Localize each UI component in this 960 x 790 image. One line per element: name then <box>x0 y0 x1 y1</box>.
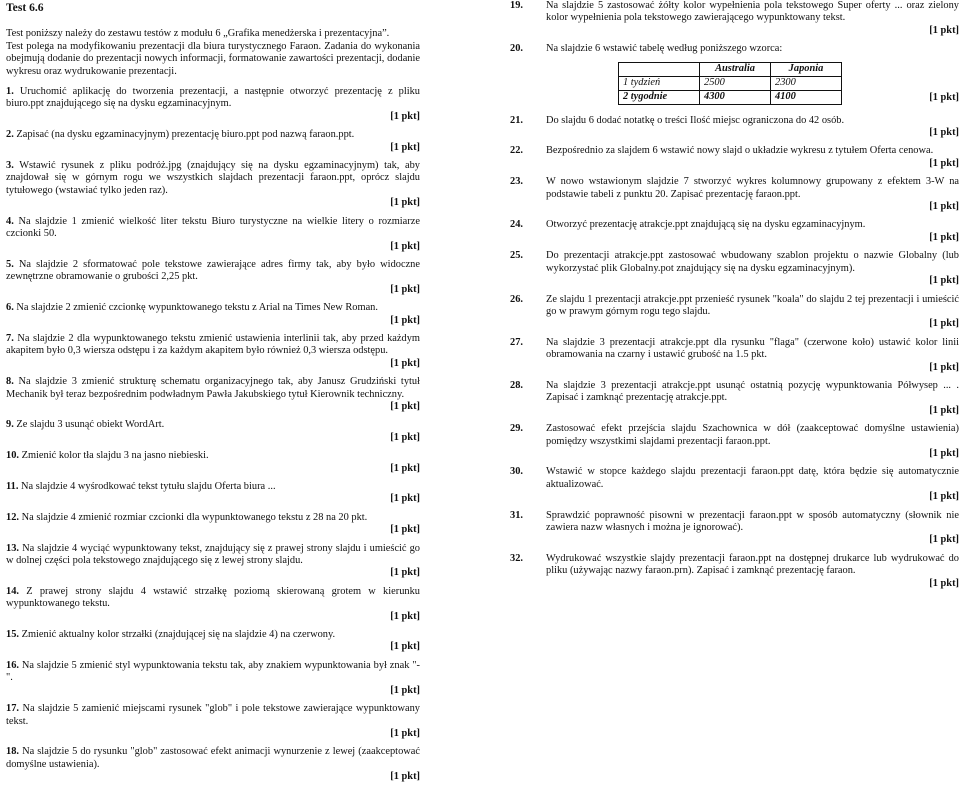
task-text: Na slajdzie 3 zmienić strukturę schematu organizacyjnego tak, aby Janusz Grudziński tytuł Mechanik był teraz bezpośrednim podwładnym Pawła Jakubskiego tytuł Kierownik techniczny. <box>6 376 420 400</box>
points-label: [1 pkt] <box>390 641 420 653</box>
table-row <box>619 90 842 104</box>
task-number: 14. <box>6 585 19 597</box>
task-item <box>6 302 420 327</box>
points-label: [1 pkt] <box>390 314 420 326</box>
table-header-cell: Australia <box>700 62 771 76</box>
task-number: 27. <box>510 336 523 348</box>
task-item <box>510 510 959 547</box>
task-text: Wydrukować wszystkie slajdy prezentacji faraon.ppt na dostępnej drukarce lub wydrukować do pliku (używając nazwy faraon.prn). Zapisać i zamknąć prezentację faraon. <box>546 552 959 577</box>
task-number: 20. <box>510 43 523 55</box>
task-number: 8. <box>6 376 14 388</box>
points-label: [1 pkt] <box>390 357 420 369</box>
task-item <box>510 115 959 140</box>
task-item <box>6 660 420 697</box>
table-row <box>619 76 842 90</box>
task-text: Na slajdzie 6 wstawić tabelę według poniższego wzorca: <box>546 43 783 55</box>
task-text: Ze slajdu 3 usunąć obiekt WordArt. <box>16 419 165 431</box>
table-header-row <box>619 62 842 76</box>
table-row-label: 1 tydzień <box>619 76 700 90</box>
points-label: [1 pkt] <box>390 524 420 536</box>
task-text: Na slajdzie 5 zastosować żółty kolor wypełnienia pola tekstowego Super oferty ... oraz zielony kolor wypełnienia pola tekstowego zawierającego wypunktowany tekst. <box>546 0 959 24</box>
task-text: Na slajdzie 3 prezentacji atrakcje.ppt dla rysunku "flaga" (czerwone koło) ustawić kolor linii obramowania na czarny i ustawić grubość na 1.5 pkt. <box>546 336 959 361</box>
task-text: Otworzyć prezentację atrakcje.ppt znajdującą się na dysku egzaminacyjnym. <box>546 219 866 231</box>
task-number: 17. <box>6 703 19 715</box>
task-number: 9. <box>6 419 14 431</box>
points-label: [1 pkt] <box>390 567 420 579</box>
task-text: Do slajdu 6 dodać notatkę o treści Ilość miejsc ograniczona do 42 osób. <box>546 114 845 126</box>
task-item <box>6 629 420 654</box>
task-item <box>510 0 959 37</box>
points-label: [1 pkt] <box>390 462 420 474</box>
task-text: Na slajdzie 3 prezentacji atrakcje.ppt usunąć ostatnią pozycję wypunktowania Półwysep ... . Zapisać i zamknąć prezentację atrakcje.ppt. <box>546 379 959 404</box>
points-label: [1 pkt] <box>390 400 420 412</box>
task-item <box>510 423 959 460</box>
task-text: Do prezentacji atrakcje.ppt zastosować wbudowany szablon projektu o nazwie Globalny (lub wykorzystać plik Globalny.pot znajdujący się na dysku egzaminacyjnym). <box>546 250 959 274</box>
task-item <box>510 43 959 55</box>
task-number: 2. <box>6 129 14 141</box>
task-text: Na slajdzie 5 zamienić miejscami rysunek "glob" i pole tekstowe zawierające wypunktowany tekst. <box>6 703 420 727</box>
task-number: 22. <box>510 145 523 157</box>
right-column <box>510 0 959 596</box>
task-text: Bezpośrednio za slajdem 6 wstawić nowy slajd o układzie wykresu z tytułem Oferta cenowa. <box>546 145 934 157</box>
task-number: 23. <box>510 176 523 188</box>
task-list-right <box>510 115 959 590</box>
task-text: Wstawić rysunek z pliku podróż.jpg (znajdujący się na dysku egzaminacyjnym) tak, aby znajdował się w górnym rogu we wszystkich slajdach prezentacji faraon.ppt, oprócz slajdu tytułowego (wstawiać tylko jeden raz). <box>6 160 420 196</box>
task-list-left <box>6 86 420 784</box>
task-item <box>510 337 959 374</box>
task-text: Na slajdzie 2 dla wypunktowanego tekstu zmienić ustawienia interlinii tak, aby przed każdym akapitem było 0,3 wiersza odstępu i za każdym akapitem było również 0,3 wiersza odstępu. <box>6 332 420 357</box>
points-label: [1 pkt] <box>390 727 420 739</box>
points-label: [1 pkt] <box>929 127 959 139</box>
task-item <box>510 250 959 287</box>
task-number: 10. <box>6 450 19 462</box>
points-label: [1 pkt] <box>929 534 959 546</box>
task-item <box>510 466 959 503</box>
intro-paragraph-2: Test polega na modyfikowaniu prezentacji dla biura turystycznego Faraon. Zadania do wykonania obejmują dodanie do prezentacji nowych informacji, formatowanie zawartości prezentacji, dodanie wykresu oraz wydrukowanie prezentacji. <box>6 40 420 77</box>
points-label: [1 pkt] <box>929 577 959 589</box>
points-label: [1 pkt] <box>929 361 959 373</box>
task-number: 15. <box>6 629 19 641</box>
task-number: 26. <box>510 293 523 305</box>
task-text: Zmienić aktualny kolor strzałki (znajdującej się na slajdzie 4) na czerwony. <box>21 629 336 641</box>
left-column <box>6 0 420 790</box>
task-number: 7. <box>6 332 14 344</box>
table-row-label: 2 tygodnie <box>619 90 700 104</box>
table-cell: 2300 <box>771 76 842 90</box>
task-text: Zastosować efekt przejścia slajdu Szachownica w dół (zaakceptować domyślne ustawienia) pomiędzy wszystkimi slajdami prezentacji faraon.ppt. <box>546 423 959 447</box>
task-item <box>6 419 420 444</box>
intro <box>6 28 420 78</box>
points-label: [1 pkt] <box>929 318 959 330</box>
points-label: [1 pkt] <box>390 771 420 783</box>
task-item <box>6 86 420 123</box>
task-item <box>6 333 420 370</box>
points-label: [1 pkt] <box>929 447 959 459</box>
points-label: [1 pkt] <box>390 283 420 295</box>
task-text: Wstawić w stopce każdego slajdu prezentacji faraon.ppt datę, która będzie się automatycznie aktualizować. <box>546 466 959 490</box>
task-item <box>6 746 420 783</box>
table-corner-cell <box>619 62 700 76</box>
points-label: [1 pkt] <box>390 240 420 252</box>
task-number: 24. <box>510 219 523 231</box>
task-text: Na slajdzie 5 do rysunku "glob" zastosować efekt animacji wynurzenie z lewej (zaakceptować domyślne ustawienia). <box>6 746 420 770</box>
task-number: 31. <box>510 509 523 521</box>
task-item <box>6 481 420 506</box>
points-label: [1 pkt] <box>390 431 420 443</box>
task-number: 18. <box>6 746 19 758</box>
task-text: Ze slajdu 1 prezentacji atrakcje.ppt przenieść rysunek "koala" do slajdu 2 tej prezentacji i umieścić go w prawym górnym rogu tego slajdu. <box>546 293 959 317</box>
table-cell: 2500 <box>700 76 771 90</box>
task-number: 16. <box>6 659 19 671</box>
task-text: Na slajdzie 2 zmienić czcionkę wypunktowanego tekstu z Arial na Times New Roman. <box>16 302 378 314</box>
table-template <box>510 62 959 105</box>
task-number: 32. <box>510 552 523 564</box>
task-item <box>6 703 420 740</box>
task-item <box>510 176 959 213</box>
task-number: 21. <box>510 114 523 126</box>
task-item <box>510 219 959 244</box>
task-number: 3. <box>6 160 14 172</box>
task-number: 28. <box>510 379 523 391</box>
task-text: Na slajdzie 4 zmienić rozmiar czcionki dla wypunktowanego tekstu z 28 na 20 pkt. <box>21 511 368 523</box>
points-label: [1 pkt] <box>929 275 959 287</box>
points-label: [1 pkt] <box>929 491 959 503</box>
task-text: Z prawej strony slajdu 4 wstawić strzałkę poziomą skierowaną grotem w kierunku wypunktowanego tekstu. <box>6 585 420 610</box>
task-text: W nowo wstawionym slajdzie 7 stworzyć wykres kolumnowy grupowany z efektem 3-W na podstawie tabeli z punktu 20. Zapisać prezentację faraon.ppt. <box>546 176 959 200</box>
points-label: [1 pkt] <box>390 493 420 505</box>
task-text: Na slajdzie 4 wyciąć wypunktowany tekst, znajdujący się z prawej strony slajdu i umieścić go w dolnej części pola tekstowego znajdującego się z lewej strony slajdu. <box>6 542 420 567</box>
page-title: Test 6.6 <box>6 1 44 14</box>
task-item <box>6 512 420 537</box>
task-text: Na slajdzie 1 zmienić wielkość liter tekstu Biuro turystyczne na wielkie litery o rozmiarze czcionki 50. <box>6 215 420 240</box>
task-item <box>6 216 420 253</box>
task-item <box>6 160 420 210</box>
price-table <box>618 62 842 105</box>
points-label: [1 pkt] <box>929 201 959 213</box>
task-item <box>510 553 959 590</box>
task-list-right-top <box>510 0 959 56</box>
task-number: 25. <box>510 250 523 262</box>
points-label: [1 pkt] <box>929 404 959 416</box>
points-label: [1 pkt] <box>929 157 959 169</box>
task-item <box>510 294 959 331</box>
task-item <box>510 380 959 417</box>
points-label: [1 pkt] <box>929 231 959 243</box>
points-label: [1 pkt] <box>390 197 420 209</box>
task-text: Zmienić kolor tła slajdu 3 na jasno niebieski. <box>21 450 209 462</box>
task-item <box>6 543 420 580</box>
task-number: 12. <box>6 511 19 523</box>
points-label: [1 pkt] <box>390 610 420 622</box>
task-number: 4. <box>6 215 14 227</box>
task-number: 30. <box>510 466 523 478</box>
points-label: [1 pkt] <box>390 110 420 122</box>
table-header-cell: Japonia <box>771 62 842 76</box>
points-label: [1 pkt] <box>929 24 959 36</box>
task-text: Na slajdzie 2 sformatować pole tekstowe zawierające adres firmy tak, aby było widoczne zewnętrzne obramowanie o grubości 2,25 pkt. <box>6 258 420 283</box>
task-number: 19. <box>510 0 523 11</box>
task-item <box>6 129 420 154</box>
table-cell: 4300 <box>700 90 771 104</box>
task-item <box>510 145 959 170</box>
task-text: Sprawdzić poprawność pisowni w prezentacji faraon.ppt w sposób automatyczny (słownik nie zawiera nazw własnych i można je ignorować). <box>546 509 959 533</box>
table-cell: 4100 <box>771 90 842 104</box>
task-number: 6. <box>6 302 14 314</box>
points-label: [1 pkt] <box>929 92 959 104</box>
task-item <box>6 450 420 475</box>
task-text: Uruchomić aplikację do tworzenia prezentacji, a następnie otworzyć prezentację z pliku biuro.ppt znajdującego się na dysku egzaminacyjnym. <box>6 86 420 110</box>
task-text: Zapisać (na dysku egzaminacyjnym) prezentację biuro.ppt pod nazwą faraon.ppt. <box>16 129 355 141</box>
task-number: 29. <box>510 423 523 435</box>
task-text: Na slajdzie 4 wyśrodkować tekst tytułu slajdu Oferta biura ... <box>21 481 276 492</box>
task-text: Na slajdzie 5 zmienić styl wypunktowania tekstu tak, aby znakiem wypunktowania był znak "-". <box>6 659 420 684</box>
task-number: 11. <box>6 481 19 492</box>
intro-paragraph-1: Test poniższy należy do zestawu testów z modułu 6 „Grafika menedżerska i prezentacyjna”. <box>6 28 390 40</box>
points-label: [1 pkt] <box>390 141 420 153</box>
task-item <box>6 259 420 296</box>
task-item <box>6 376 420 413</box>
task-number: 5. <box>6 258 14 270</box>
points-label: [1 pkt] <box>390 684 420 696</box>
task-number: 1. <box>6 86 14 98</box>
task-number: 13. <box>6 542 19 554</box>
task-item <box>6 586 420 623</box>
